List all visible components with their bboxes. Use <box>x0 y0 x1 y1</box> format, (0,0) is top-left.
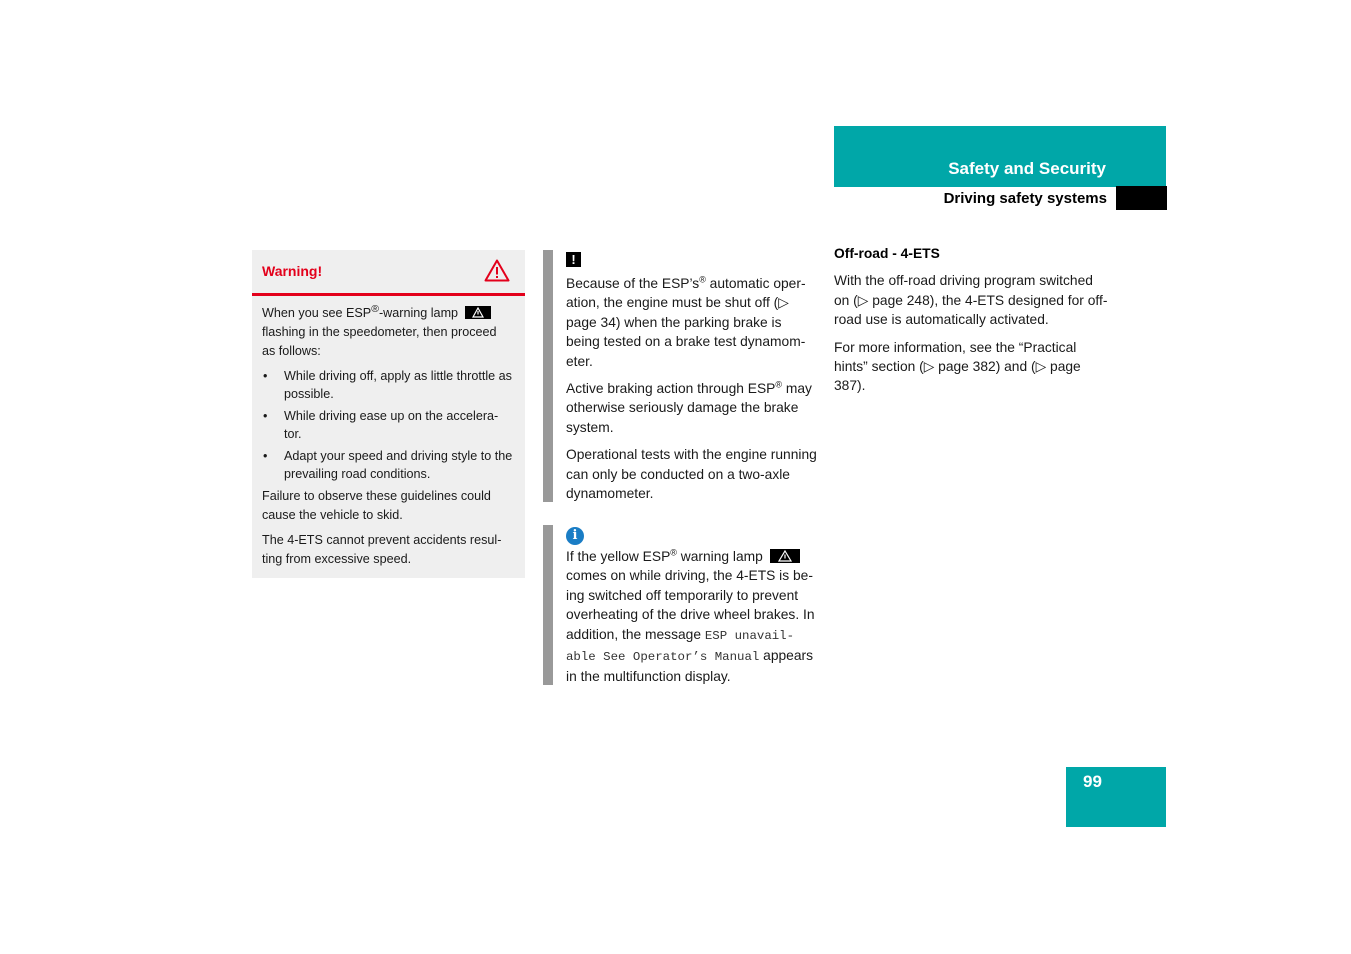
info-icon: i <box>566 527 584 545</box>
warning-triangle-icon <box>484 259 510 288</box>
bullet-glyph: • <box>263 449 268 464</box>
note-side-bar <box>543 525 553 685</box>
caution-text: may otherwise seriously damage the brake system. <box>566 381 812 435</box>
warning-intro-text: flashing in the speedometer, then proceed as follows: <box>262 325 497 359</box>
offroad-heading: Off-road - 4-ETS <box>834 246 940 261</box>
info-text: warning lamp <box>676 549 763 564</box>
info-text: appears in the multifunction display. <box>566 648 814 685</box>
warning-title: Warning! <box>262 263 323 279</box>
info-note-content <box>566 525 818 695</box>
offroad-paragraph: For more information, see the “Practical hints” section (▷ page 382) and (▷ page 387). <box>834 339 1081 394</box>
caution-paragraph <box>566 274 818 371</box>
exclamation-icon: ! <box>566 252 581 267</box>
warning-intro-text: When you see ESP <box>262 306 372 321</box>
caution-text: Because of the ESP’s <box>566 276 700 291</box>
list-item <box>262 367 513 403</box>
warning-ets-text: The 4-ETS cannot prevent accidents resul-ting from excessive speed. <box>262 533 502 567</box>
warning-failure-text: Failure to observe these guidelines could cause the vehicle to skid. <box>262 489 491 523</box>
info-text: If the yellow ESP <box>566 549 671 564</box>
caution-note <box>543 250 818 502</box>
esp-warning-lamp-icon <box>465 306 491 319</box>
registered-mark: ® <box>775 379 783 390</box>
offroad-paragraph: With the off-road driving program switched on (▷ page 248), the 4-ETS designed for off-road use is automatically activated. <box>834 273 1108 328</box>
caution-paragraph <box>566 379 818 437</box>
warning-intro <box>262 300 513 361</box>
caution-paragraph: Operational tests with the engine running can only be conducted on a two-axle dynamometer. <box>566 447 817 502</box>
list-item-text: While driving off, apply as little throttle as possible. <box>284 369 512 402</box>
registered-mark: ® <box>371 303 379 315</box>
registered-mark: ® <box>670 547 677 558</box>
list-item-text: While driving ease up on the accelera-tor. <box>284 409 499 442</box>
section-title: Safety and Security <box>948 159 1106 178</box>
warning-box <box>252 250 525 578</box>
offroad-section <box>834 244 1109 404</box>
subsection-title: Driving safety systems <box>943 190 1107 207</box>
warning-header <box>252 250 525 296</box>
caution-text: automatic oper-ation, the engine must be shut off (▷ page 34) when the parking brake is being tested on a brake test dynamom-eter. <box>566 276 806 369</box>
info-paragraph <box>566 547 818 687</box>
warning-body <box>252 296 525 569</box>
caution-text: Active braking action through ESP <box>566 381 776 397</box>
warning-bullet-list <box>262 367 513 483</box>
display-message: ESP unavail-able See Operator’s Manual <box>566 628 795 665</box>
note-side-bar <box>543 250 553 502</box>
list-item <box>262 447 513 483</box>
registered-mark: ® <box>699 274 706 285</box>
bullet-glyph: • <box>263 409 268 424</box>
section-tab-marker <box>1116 186 1167 210</box>
esp-warning-lamp-icon <box>770 549 800 563</box>
list-item <box>262 407 513 443</box>
list-item-text: Adapt your speed and driving style to the prevailing road conditions. <box>284 449 513 482</box>
page-number-box <box>1066 767 1166 827</box>
info-text: comes on while driving, the 4-ETS is be-ing switched off temporarily to prevent overheating of the drive wheel brakes. In addition, the message <box>566 568 815 642</box>
info-note <box>543 525 818 685</box>
bullet-glyph: • <box>263 369 268 384</box>
warning-intro-text: -warning lamp <box>378 306 459 321</box>
section-header-band <box>834 126 1166 187</box>
page-number: 99 <box>1083 772 1102 791</box>
caution-note-content <box>566 250 818 511</box>
